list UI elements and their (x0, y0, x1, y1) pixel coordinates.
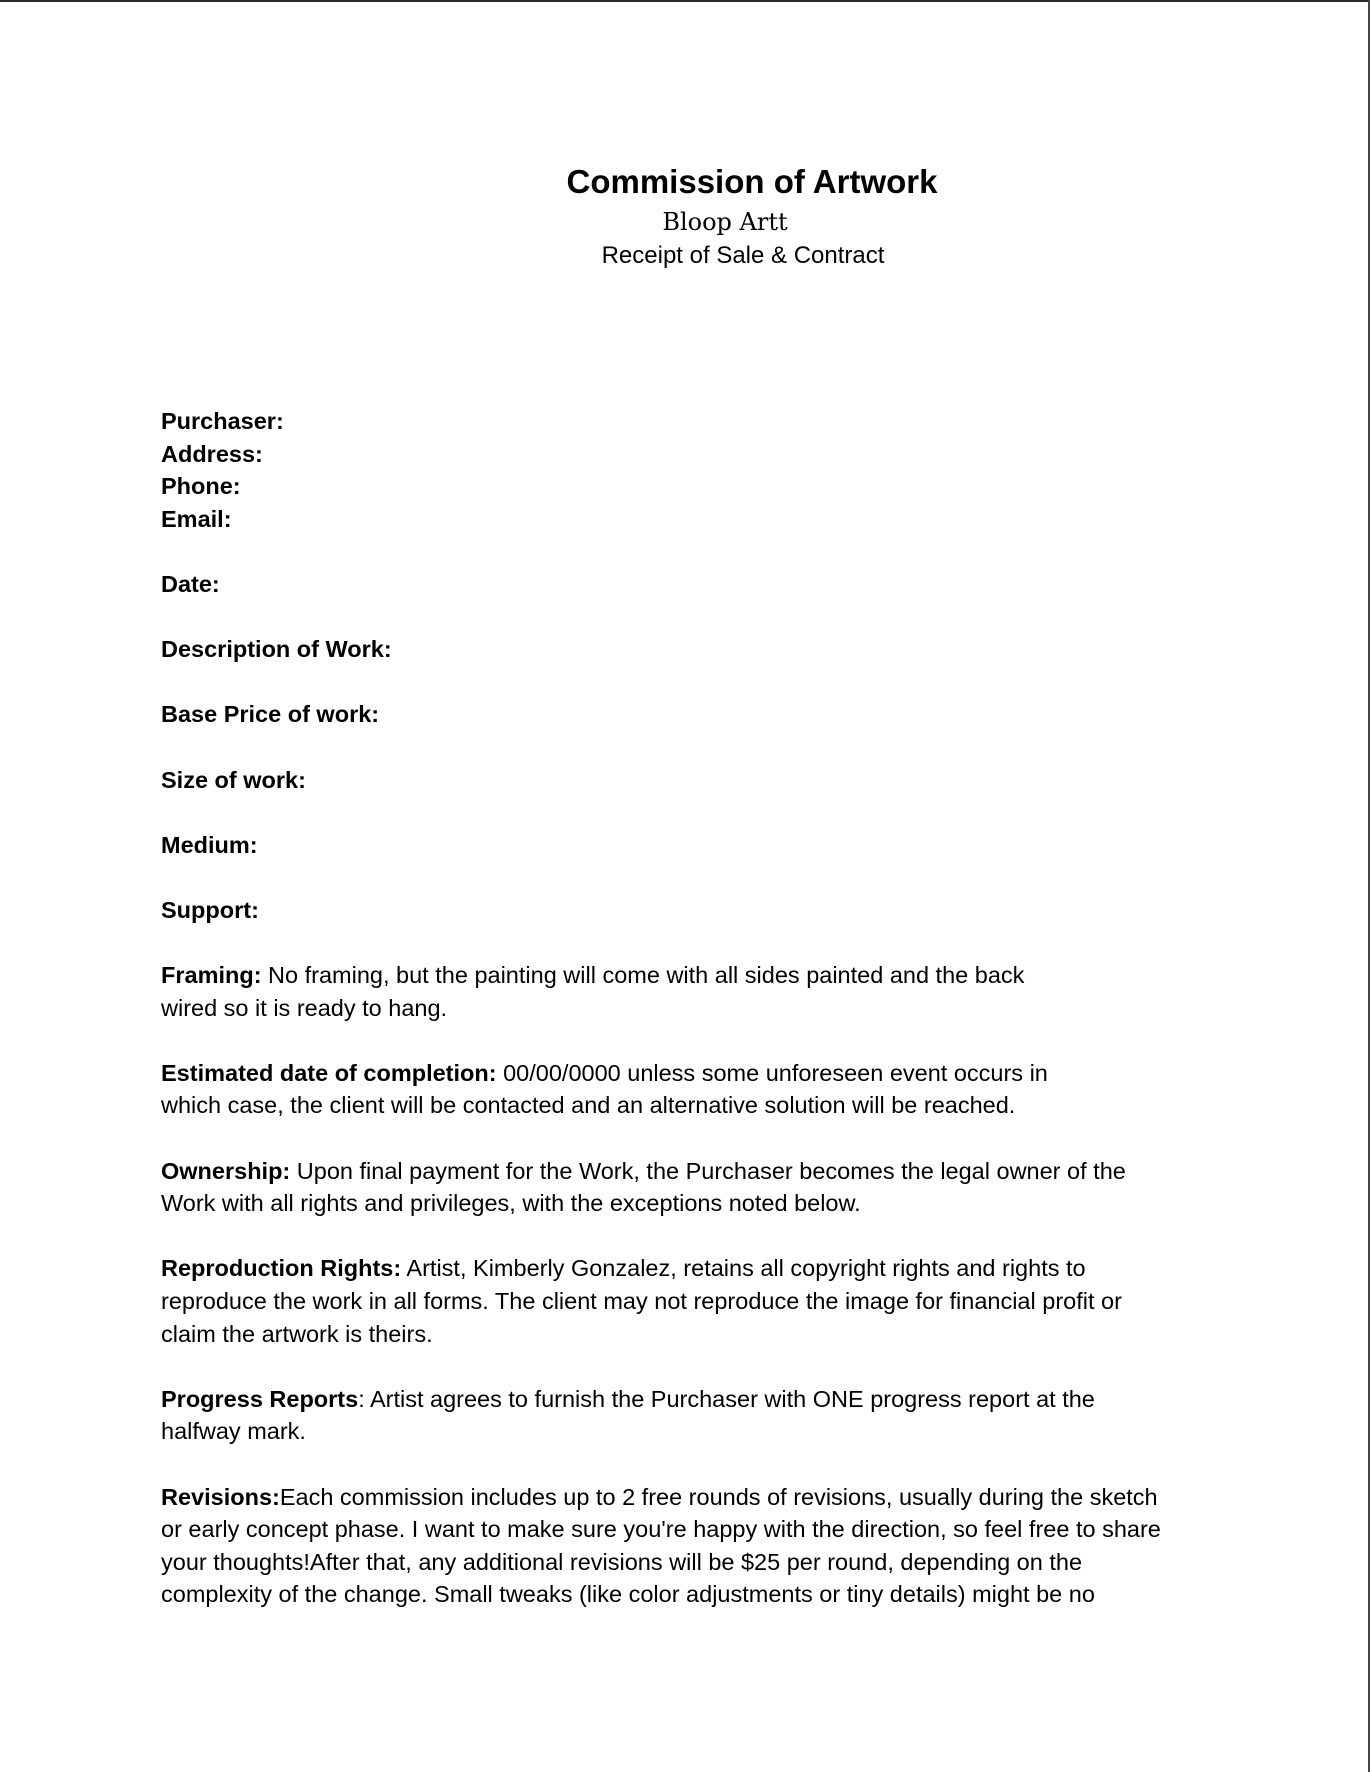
date-label: Date: (161, 570, 220, 597)
size-label: Size of work: (161, 766, 306, 793)
completion-text: 00/00/0000 unless some unforeseen event occurs in (496, 1059, 1048, 1086)
revisions-text: Each commission includes up to 2 free rounds of revisions, usually during the sketch (279, 1483, 1158, 1510)
brand-name: Bloop Artt (662, 208, 788, 236)
revisions-text-4: complexity of the change. Small tweaks (like color adjustments or tiny details) might be no (161, 1581, 1095, 1608)
ownership-text: Upon final payment for the Work, the Purchaser becomes the legal owner of the (290, 1157, 1126, 1184)
completion-clause (161, 1057, 1221, 1122)
email-label: Email: (161, 505, 232, 532)
revisions-text-3: your thoughts!After that, any additional revisions will be $25 per round, depending on the (161, 1548, 1083, 1575)
ownership-label: Ownership: (161, 1157, 291, 1184)
revisions-label: Revisions: (161, 1483, 280, 1510)
reproduction-text-2: reproduce the work in all forms. The client may not reproduce the image for financial profit or (161, 1288, 1122, 1315)
base-price-label: Base Price of work: (161, 701, 380, 728)
medium-label: Medium: (161, 831, 258, 858)
document-body (161, 405, 1221, 1611)
completion-text-2: which case, the client will be contacted and an alternative solution will be reached. (161, 1092, 1016, 1119)
framing-text-2: wired so it is ready to hang. (161, 994, 448, 1021)
support-label: Support: (161, 896, 259, 923)
phone-label: Phone: (161, 473, 241, 500)
reproduction-text-3: claim the artwork is theirs. (161, 1320, 433, 1347)
window-top-border (0, 0, 1370, 2)
reproduction-clause (161, 1252, 1221, 1350)
framing-label: Framing: (161, 962, 262, 989)
progress-text-2: halfway mark. (161, 1418, 306, 1445)
reproduction-label: Reproduction Rights: (161, 1255, 402, 1282)
progress-clause (161, 1383, 1221, 1448)
address-label: Address: (161, 440, 263, 467)
description-label: Description of Work: (161, 636, 392, 663)
framing-text: No framing, but the painting will come with all sides painted and the back (261, 962, 1025, 989)
document-title: Commission of Artwork (566, 163, 938, 200)
revisions-text-2: or early concept phase. I want to make sure you're happy with the direction, so feel free to share (161, 1516, 1161, 1543)
framing-clause (161, 959, 1221, 1024)
progress-label: Progress Reports (161, 1385, 359, 1412)
revisions-clause (161, 1481, 1221, 1611)
reproduction-text: Artist, Kimberly Gonzalez, retains all copyright rights and rights to (401, 1255, 1086, 1282)
ownership-text-2: Work with all rights and privileges, with the exceptions noted below. (161, 1190, 861, 1217)
progress-text: : Artist agrees to furnish the Purchaser with ONE progress report at the (358, 1385, 1095, 1412)
purchaser-label: Purchaser: (161, 408, 284, 434)
document-header (0, 160, 1370, 272)
ownership-clause (161, 1155, 1221, 1220)
completion-label: Estimated date of completion: (161, 1059, 497, 1086)
document-subtitle: Receipt of Sale & Contract (601, 242, 885, 269)
